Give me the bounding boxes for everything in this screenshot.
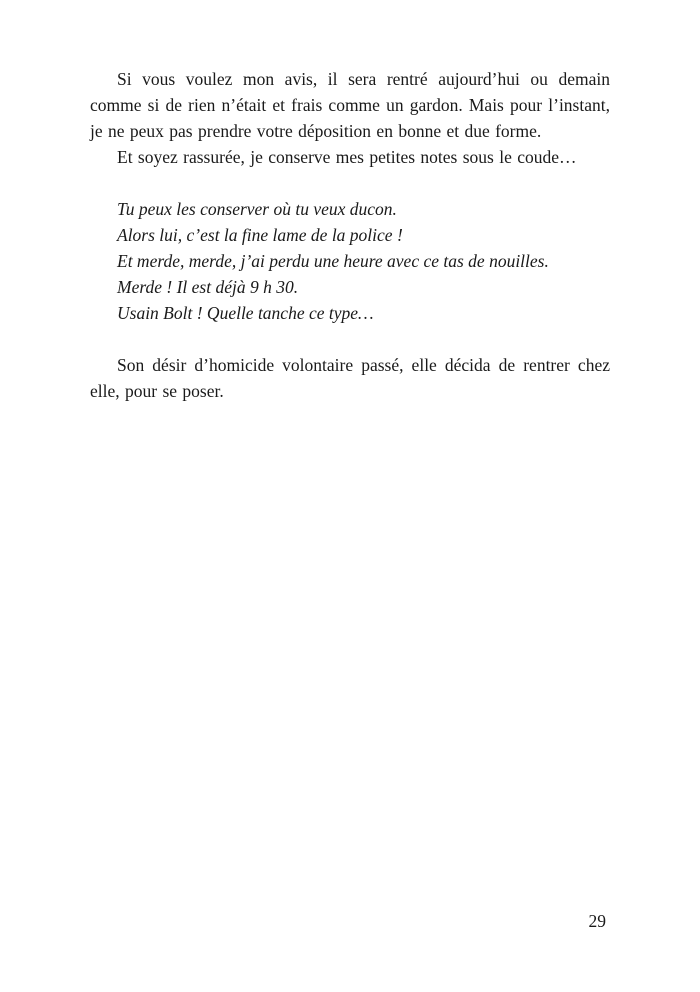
- monologue-line: Merde ! Il est déjà 9 h 30.: [117, 277, 299, 297]
- monologue-line: Usain Bolt ! Quelle tanche ce type…: [117, 303, 374, 323]
- inner-monologue-block: [90, 196, 610, 326]
- paragraph-2: Et soyez rassurée, je conserve mes petites notes sous le coude…: [117, 147, 577, 167]
- monologue-line: Tu peux les conserver où tu veux ducon.: [117, 199, 397, 219]
- monologue-line: Et merde, merde, j’ai perdu une heure avec ce tas de nouilles.: [117, 251, 549, 271]
- paragraph-1: Si vous voulez mon avis, il sera rentré aujourd’hui ou demain comme si de rien n’était et frais comme un gardon. Mais pour l’instant, je ne peux pas prendre votre déposition en bonne et due forme.: [90, 69, 610, 141]
- page-number: 29: [588, 911, 606, 931]
- paragraph-3: Son désir d’homicide volontaire passé, elle décida de rentrer chez elle, pour se poser.: [90, 355, 610, 401]
- text-block: [90, 66, 610, 404]
- monologue-line: Alors lui, c’est la fine lame de la police !: [117, 225, 403, 245]
